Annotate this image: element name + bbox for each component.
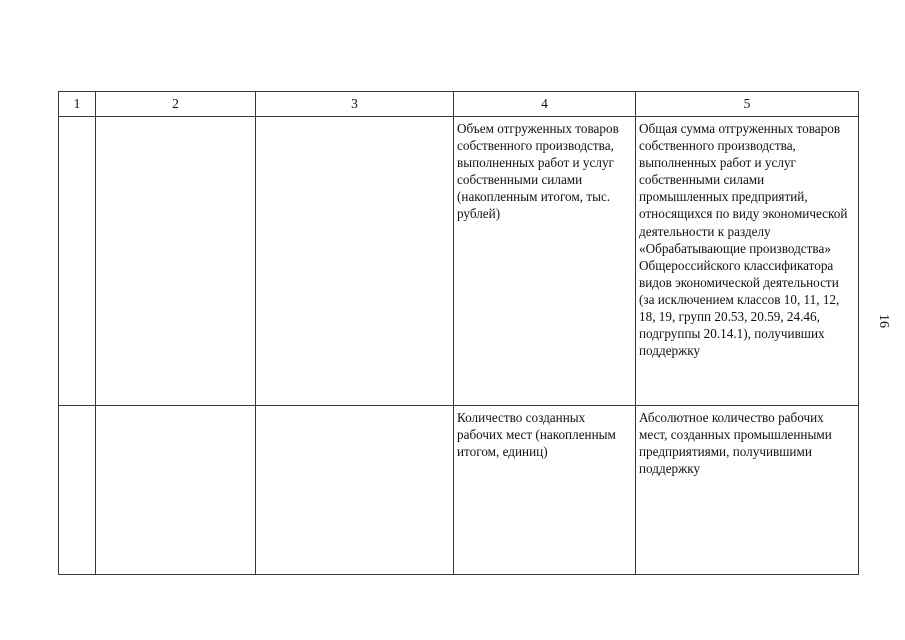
header-cell-2: 2 [96, 92, 256, 117]
row-1-cell-2 [96, 117, 256, 406]
header-cell-4: 4 [454, 92, 636, 117]
page-number: 16 [876, 314, 891, 328]
header-cell-1: 1 [59, 92, 96, 117]
row-2-indicator: Количество созданных рабочих мест (накопленным итогом, единиц) [454, 406, 636, 575]
row-1-cell-1 [59, 117, 96, 406]
indicator-table [58, 91, 859, 575]
header-cell-5: 5 [636, 92, 859, 117]
row-2-cell-2 [96, 406, 256, 575]
header-cell-3: 3 [256, 92, 454, 117]
row-2-cell-3 [256, 406, 454, 575]
table-row [59, 406, 859, 575]
table-header-row [59, 92, 859, 117]
row-1-indicator: Объем отгруженных товаров собственного производства, выполненных работ и услуг собственными силами (накопленным итогом, тыс. рублей) [454, 117, 636, 406]
row-1-cell-3 [256, 117, 454, 406]
row-2-cell-1 [59, 406, 96, 575]
row-1-definition: Общая сумма отгруженных товаров собственного производства, выполненных работ и услуг собственными силами промышленных предприятий, относящихся по виду экономической деятельности к разделу «Обрабатывающие производства» Общероссийского классификатора видов экономической деятельности (за исключением классов 10, 11, 12, 18, 19, групп 20.53, 20.59, 24.46, подгруппы 20.14.1), получивших поддержку [636, 117, 859, 406]
table-row [59, 117, 859, 406]
row-2-definition: Абсолютное количество рабочих мест, созданных промышленными предприятиями, получившими поддержку [636, 406, 859, 575]
